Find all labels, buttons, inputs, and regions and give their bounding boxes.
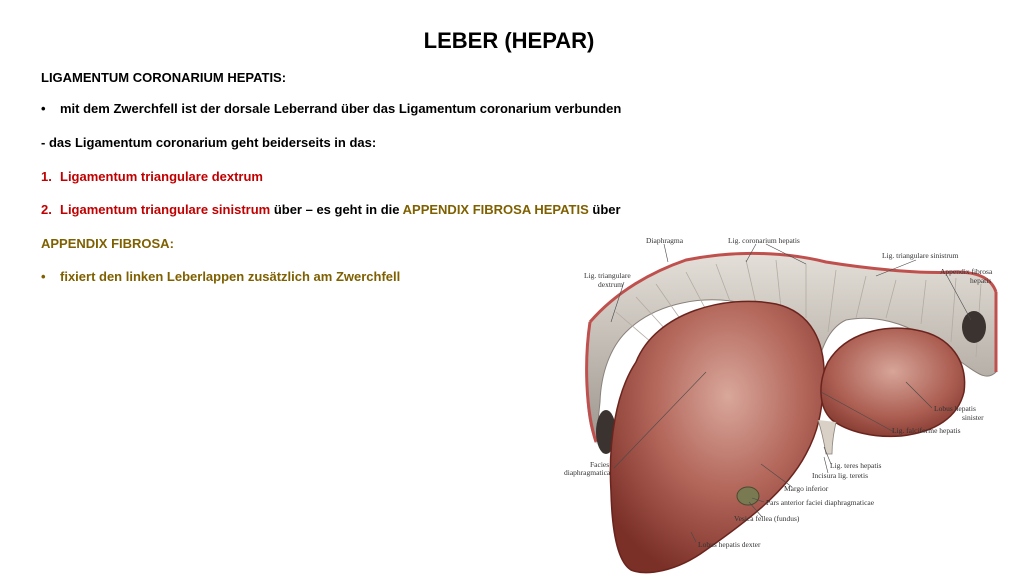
left-lobe bbox=[821, 328, 965, 436]
label-vesica-fellea: Vesica fellea (fundus) bbox=[734, 514, 800, 523]
liver-illustration bbox=[556, 232, 1024, 576]
label-margo-inferior: Margo inferior bbox=[784, 484, 829, 493]
bullet-item-appendix bbox=[41, 269, 400, 284]
label-lig-triangulare-sinistrum: Lig. triangulare sinistrum bbox=[882, 251, 959, 260]
section-heading-coronarium: LIGAMENTUM CORONARIUM HEPATIS: bbox=[41, 70, 287, 85]
label-lig-triangulare-dextrum-1: Lig. triangulare bbox=[584, 271, 631, 280]
label-facies-1: Facies bbox=[590, 460, 610, 469]
right-opening bbox=[962, 311, 986, 343]
bullet-text: fixiert den linken Leberlappen zusätzlich am Zwerchfell bbox=[60, 269, 401, 284]
list-number: 2. bbox=[41, 202, 52, 217]
list-text-red: Ligamentum triangulare sinistrum bbox=[60, 202, 271, 217]
gallbladder-fundus bbox=[737, 487, 759, 505]
label-pars-anterior: Pars anterior faciei diaphragmaticae bbox=[766, 498, 875, 507]
bullet-text: mit dem Zwerchfell ist der dorsale Leberrand über das Ligamentum coronarium verbunden bbox=[60, 101, 622, 116]
section-heading-appendix: APPENDIX FIBROSA: bbox=[41, 236, 174, 251]
label-incisura: Incisura lig. teretis bbox=[812, 471, 869, 480]
label-lig-teres: Lig. teres hepatis bbox=[830, 461, 882, 470]
bullet-symbol: • bbox=[41, 101, 46, 116]
label-lig-coronarium: Lig. coronarium hepatis bbox=[728, 236, 800, 245]
list-item-1 bbox=[41, 169, 263, 184]
label-lig-triangulare-dextrum-2: dextrum bbox=[598, 280, 623, 289]
list-text-end: über bbox=[588, 202, 621, 217]
bullet-symbol: • bbox=[41, 269, 46, 284]
label-lobus-dexter: Lobus hepatis dexter bbox=[698, 540, 761, 549]
label-diaphragma: Diaphragma bbox=[646, 236, 684, 245]
list-text: Ligamentum triangulare dextrum bbox=[60, 169, 263, 184]
label-lobus-sinister-2: sinister bbox=[962, 413, 984, 422]
list-text-olive: APPENDIX FIBROSA HEPATIS bbox=[402, 202, 589, 217]
coronarium-intro-line: - das Ligamentum coronarium geht beiderseits in das: bbox=[41, 135, 377, 150]
label-appendix-fibrosa-1: Appendix fibrosa bbox=[940, 267, 993, 276]
label-facies-2: diaphragmatica bbox=[564, 468, 611, 477]
label-lig-falciforme: Lig. falciforme hepatis bbox=[892, 426, 961, 435]
label-appendix-fibrosa-2: hepatis bbox=[970, 276, 992, 285]
bullet-item-zwerchfell bbox=[41, 101, 621, 116]
list-number: 1. bbox=[41, 169, 52, 184]
label-lobus-sinister-1: Lobus hepatis bbox=[934, 404, 976, 413]
falciform-ligament bbox=[818, 420, 836, 454]
page-title: LEBER (HEPAR) bbox=[423, 28, 595, 53]
list-item-2 bbox=[41, 202, 621, 217]
right-lobe bbox=[610, 301, 824, 572]
list-text-mid: über – es geht in die bbox=[270, 202, 403, 217]
